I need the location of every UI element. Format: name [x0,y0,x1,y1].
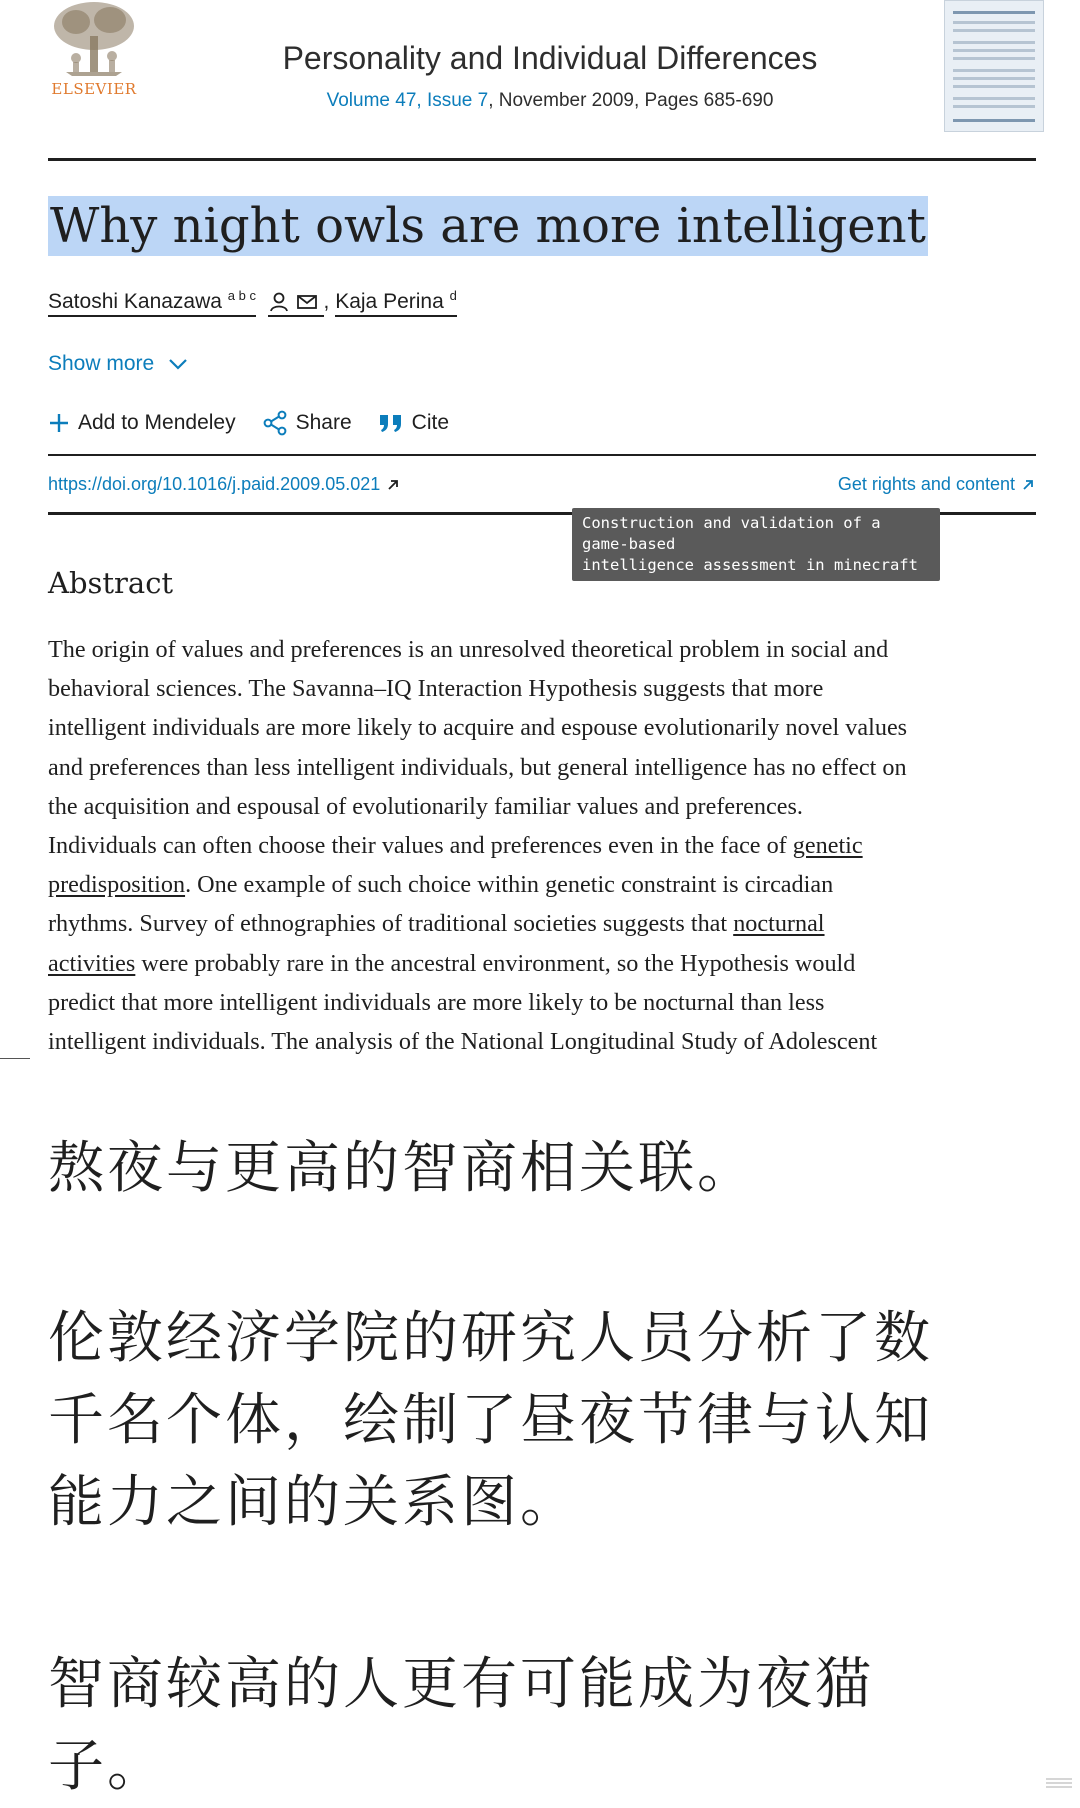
author-contact-icons[interactable] [268,290,324,317]
cite-label: Cite [411,411,450,434]
author-list [48,288,457,314]
abstract-text: behavioral sciences. The Savanna–IQ Interaction Hypothesis suggests that more [48,675,824,703]
abstract-heading: Abstract [48,566,174,600]
abstract-term-link[interactable]: nocturnal [733,910,825,938]
external-link-icon [1020,477,1036,493]
abstract-line [48,1022,1038,1061]
abstract-line [48,708,1038,747]
external-link-icon [385,477,401,493]
tooltip-line-1: Construction and validation of a game-based [582,514,881,553]
abstract-line [48,826,1038,865]
share-label: Share [295,411,352,434]
envelope-icon [296,291,318,313]
caption-line: 子。 [48,1734,166,1799]
author-name: Satoshi Kanazawa [48,290,222,313]
abstract-line [48,865,1038,904]
author-link-kanazawa[interactable] [48,290,256,317]
caption-1 [48,1128,1048,1210]
get-rights-link[interactable] [838,474,1036,495]
header-divider [48,158,1036,161]
add-to-mendeley-label: Add to Mendeley [78,411,236,434]
caption-line: 伦敦经济学院的研究人员分析了数 [48,1306,933,1371]
abstract-line [48,787,1038,826]
doi-text: https://doi.org/10.1016/j.paid.2009.05.021 [48,474,381,494]
abstract-text: rhythms. Survey of ethnographies of traditional societies suggests that [48,910,734,938]
issue-link[interactable]: Volume 47, Issue 7 [326,90,489,111]
add-to-mendeley-button[interactable] [48,411,236,435]
elsevier-wordmark: ELSEVIER [51,80,137,98]
journal-cover-thumbnail[interactable] [944,0,1044,132]
abstract-line [48,748,1038,787]
abstract-text: were probably rare in the ancestral environment, so the Hypothesis would [135,949,856,977]
abstract-text: the acquisition and espousal of evolutionarily familiar values and preferences. [48,792,803,820]
abstract-text: The origin of values and preferences is an unresolved theoretical problem in social and [48,636,889,663]
get-rights-text: Get rights and content [837,474,1015,494]
abstract-line [48,669,1038,708]
article-actions [48,410,449,436]
scroll-marker [0,1058,30,1059]
author-name: Kaja Perina [335,290,444,313]
person-icon [268,291,290,313]
author-separator: , [323,290,330,313]
abstract-line [48,944,1038,983]
chevron-down-icon [166,354,190,374]
abstract-term-link[interactable]: genetic [792,832,863,860]
cite-button[interactable] [378,411,449,435]
abstract-text: intelligent individuals. The analysis of the National Longitudinal Study of Adolescent [48,1028,878,1056]
abstract-line [48,904,1038,943]
abstract-line [48,630,1038,669]
abstract-text: intelligent individuals are more likely to acquire and espouse evolutionarily novel values [48,714,908,742]
abstract-term-link[interactable]: predisposition [48,871,186,899]
doi-link[interactable] [48,474,401,495]
abstract-term-link[interactable]: activities [48,949,136,977]
plus-icon [48,412,70,434]
abstract-text: . One example of such choice within genetic constraint is circadian [185,871,834,899]
caption-line: 能力之间的关系图。 [48,1470,579,1535]
abstract-body [48,630,1038,1061]
tooltip [572,508,940,581]
show-more-button[interactable] [48,352,190,376]
author-affiliations: d [449,288,457,303]
share-icon [262,410,288,436]
watermark-icon [1044,1775,1074,1791]
caption-line: 熬夜与更高的智商相关联。 [48,1136,756,1201]
caption-3 [48,1644,1048,1808]
abstract-text: Individuals can often choose their values and preferences even in the face of [48,832,793,860]
show-more-label: Show more [48,352,155,375]
actions-divider [48,454,1036,456]
abstract-text: and preferences than less intelligent individuals, but general intelligence has no effect on [48,753,907,781]
abstract-text: predict that more intelligent individuals are more likely to be nocturnal than less [48,988,825,1016]
issue-date-pages: , November 2009, Pages 685-690 [488,90,774,111]
article-title: Why night owls are more intelligent [50,198,926,254]
abstract-line [48,983,1038,1022]
quote-icon [378,412,404,434]
share-button[interactable] [262,410,352,436]
caption-line: 智商较高的人更有可能成为夜猫 [48,1652,874,1717]
issue-info [190,90,910,112]
caption-line: 千名个体，绘制了昼夜节律与认知 [48,1388,933,1453]
author-link-perina[interactable] [335,290,457,317]
caption-2 [48,1298,1048,1544]
tooltip-line-2: intelligence assessment in minecraft [582,556,918,574]
author-affiliations: a b c [227,288,256,303]
journal-title[interactable]: Personality and Individual Differences [282,40,818,76]
